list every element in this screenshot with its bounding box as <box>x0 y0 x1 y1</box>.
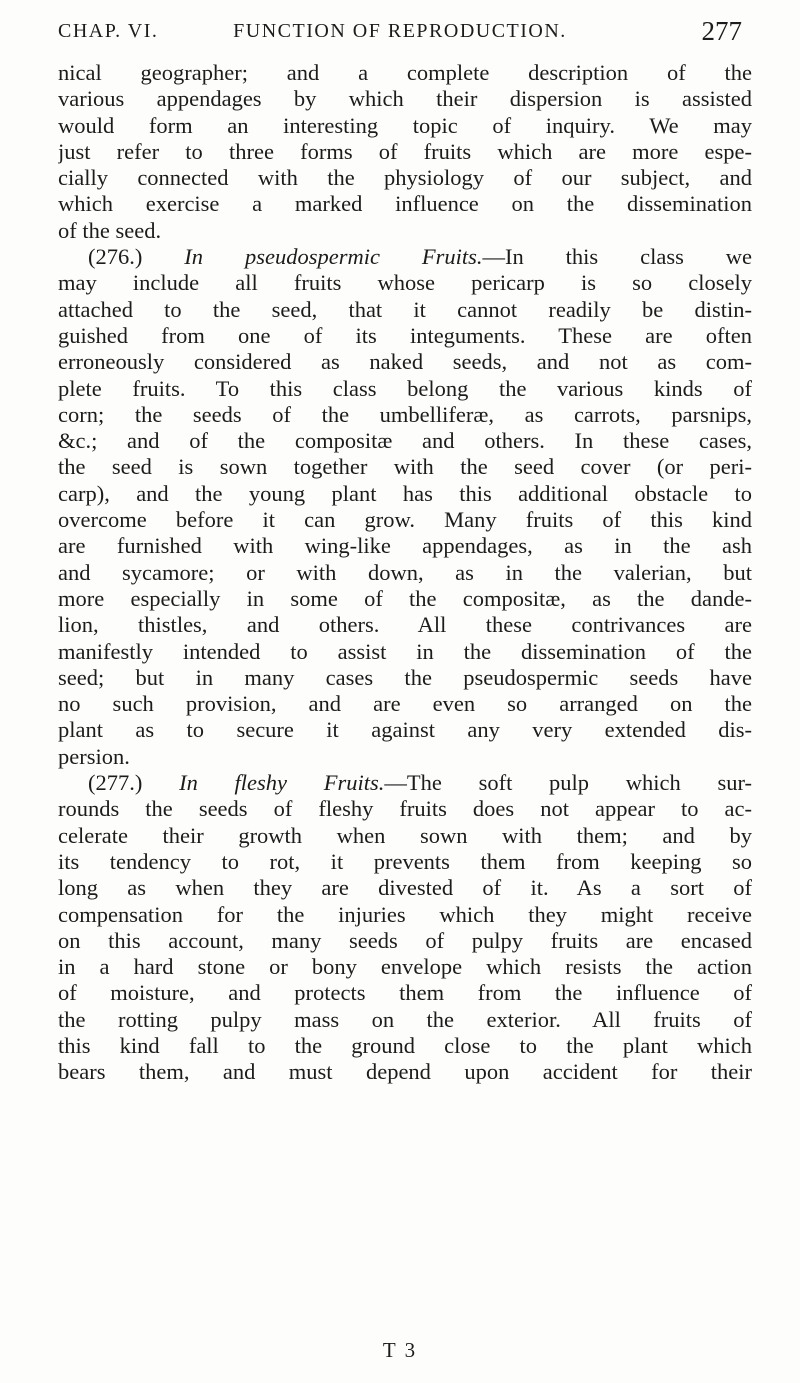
line-text: and sycamore; or with down, as in the valerian, but <box>58 559 752 585</box>
line-text: —The soft pulp which sur- <box>384 770 752 796</box>
line-text: lion, thistles, and others. All these contrivances are <box>58 612 752 638</box>
line-text: on this account, many seeds of pulpy fruits are encased <box>58 927 752 953</box>
text-line <box>58 507 752 533</box>
text-line <box>58 113 752 139</box>
text-line <box>58 297 752 323</box>
line-text: cially connected with the physiology of our subject, and <box>58 165 752 191</box>
text-line <box>58 165 752 191</box>
text-line <box>58 744 752 770</box>
line-text: celerate their growth when sown with them; and by <box>58 822 752 848</box>
line-text: seed; but in many cases the pseudospermic seeds have <box>58 664 752 690</box>
text-line <box>58 1007 752 1033</box>
text-line <box>58 533 752 559</box>
text-line <box>58 376 752 402</box>
line-text: various appendages by which their dispersion is assisted <box>58 86 752 112</box>
text-line <box>58 402 752 428</box>
line-text: rounds the seeds of fleshy fruits does not appear to ac- <box>58 796 752 822</box>
text-line <box>58 139 752 165</box>
text-line <box>58 560 752 586</box>
line-text: nical geographer; and a complete description of the <box>58 60 752 85</box>
text-line <box>58 481 752 507</box>
text-line <box>58 612 752 638</box>
text-line <box>58 270 752 296</box>
line-text: would form an interesting topic of inquiry. We may <box>58 112 752 138</box>
section-heading-line <box>58 770 752 796</box>
line-text: carp), and the young plant has this additional obstacle to <box>58 480 752 506</box>
text-line <box>58 218 752 244</box>
line-text: bears them, and must depend upon accident for their <box>58 1059 752 1085</box>
line-text: the rotting pulpy mass on the exterior. All fruits of <box>58 1006 752 1032</box>
line-text: just refer to three forms of fruits which are more espe- <box>58 138 752 164</box>
text-line <box>58 1059 752 1085</box>
text-line <box>58 902 752 928</box>
running-head <box>58 16 742 50</box>
text-line <box>58 665 752 691</box>
line-text: of moisture, and protects them from the influence of <box>58 980 752 1006</box>
text-line <box>58 60 752 86</box>
page-number: 277 <box>701 16 742 46</box>
line-text: corn; the seeds of the umbelliferæ, as carrots, parsnips, <box>58 401 752 427</box>
line-text: attached to the seed, that it cannot readily be distin- <box>58 296 752 322</box>
text-line <box>58 980 752 1006</box>
body-text <box>58 60 752 1086</box>
text-line <box>58 823 752 849</box>
section-heading: In pseudospermic Fruits. <box>184 244 483 270</box>
section-number: (276.) <box>88 244 185 270</box>
chapter-label: CHAP. VI. <box>58 20 159 42</box>
line-text: erroneously considered as naked seeds, and not as com- <box>58 349 752 375</box>
line-text: plete fruits. To this class belong the various kinds of <box>58 375 752 401</box>
text-line <box>58 639 752 665</box>
line-text: are furnished with wing-like appendages, as in the ash <box>58 533 752 559</box>
line-text: more especially in some of the compositæ, as the dande- <box>58 585 752 611</box>
text-line <box>58 454 752 480</box>
section-heading: In fleshy Fruits. <box>179 770 385 796</box>
line-text: —In this class we <box>482 244 752 270</box>
section-number: (277.) <box>88 770 180 796</box>
line-text: manifestly intended to assist in the dissemination of the <box>58 638 752 664</box>
signature-mark: T 3 <box>382 1338 418 1362</box>
line-text: which exercise a marked influence on the dissemination <box>58 191 752 217</box>
line-text: guished from one of its integuments. These are often <box>58 322 752 348</box>
text-line <box>58 717 752 743</box>
line-text: compensation for the injuries which they might receive <box>58 901 752 927</box>
line-text: the seed is sown together with the seed cover (or peri- <box>58 454 752 480</box>
chapter-title: FUNCTION OF REPRODUCTION. <box>233 20 567 42</box>
text-line <box>58 954 752 980</box>
line-text: of the seed. <box>58 217 162 243</box>
text-line <box>58 349 752 375</box>
text-line <box>58 191 752 217</box>
text-line <box>58 1033 752 1059</box>
line-text: persion. <box>58 743 130 769</box>
text-line <box>58 796 752 822</box>
line-text: its tendency to rot, it prevents them from keeping so <box>58 848 752 874</box>
text-line <box>58 849 752 875</box>
text-line <box>58 691 752 717</box>
line-text: no such provision, and are even so arranged on the <box>58 691 752 717</box>
line-text: long as when they are divested of it. As a sort of <box>58 875 752 901</box>
line-text: this kind fall to the ground close to the plant which <box>58 1032 752 1058</box>
line-text: overcome before it can grow. Many fruits of this kind <box>58 507 752 533</box>
text-line <box>58 428 752 454</box>
text-line <box>58 928 752 954</box>
text-line <box>58 875 752 901</box>
line-text: &c.; and of the compositæ and others. In these cases, <box>58 428 752 454</box>
section-heading-line <box>58 244 752 270</box>
line-text: plant as to secure it against any very extended dis- <box>58 717 752 743</box>
text-line <box>58 86 752 112</box>
text-line <box>58 323 752 349</box>
line-text: may include all fruits whose pericarp is so closely <box>58 270 752 296</box>
line-text: in a hard stone or bony envelope which resists the action <box>58 954 752 980</box>
text-line <box>58 586 752 612</box>
